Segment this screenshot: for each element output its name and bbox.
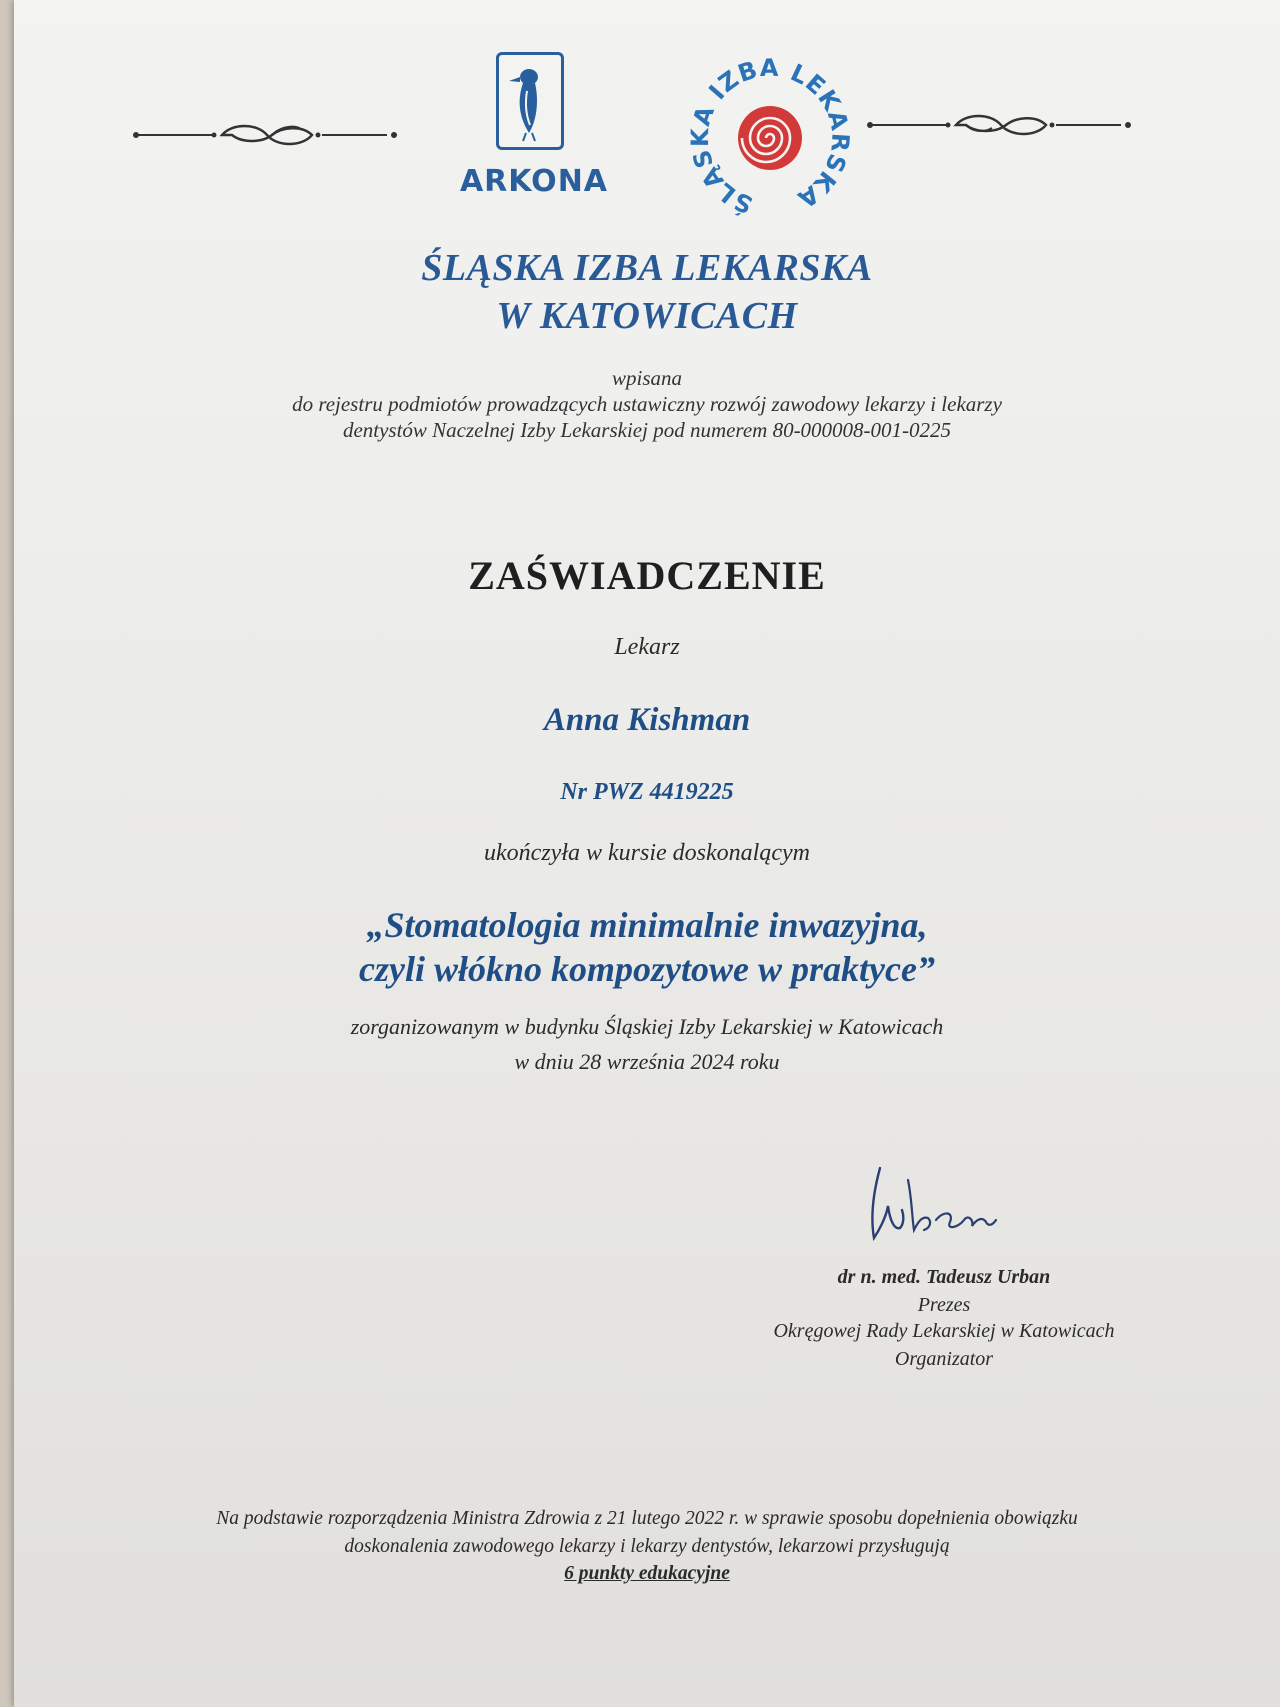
course-title-line1: „Stomatologia minimalnie inwazyjna, xyxy=(366,905,928,945)
right-flourish-ornament xyxy=(866,110,1146,140)
recipient-role: Lekarz xyxy=(614,634,680,660)
completion-statement: ukończyła w kursie doskonalącym xyxy=(484,840,810,866)
izba-lekarska-logo xyxy=(680,50,860,220)
signatory-council: Okręgowej Rady Lekarskiej w Katowicach xyxy=(773,1320,1115,1342)
signatory-role: Organizator xyxy=(894,1348,994,1370)
izba-logo-ring-text: ŚLĄSKA IZBA LEKARSKA xyxy=(685,53,855,219)
signatory-name: dr n. med. Tadeusz Urban xyxy=(837,1266,1051,1288)
course-date: w dniu 28 września 2024 roku xyxy=(514,1049,780,1074)
chamber-name-line2: W KATOWICACH xyxy=(496,295,798,337)
arkona-logo-text: ARKONA xyxy=(459,164,609,199)
course-title-line2: czyli włókno kompozytowe w praktyce” xyxy=(359,949,935,989)
arkona-logo-emblem xyxy=(496,52,564,150)
certificate-page xyxy=(14,0,1280,1707)
signatory-position: Prezes xyxy=(917,1294,971,1316)
pwz-number: Nr PWZ 4419225 xyxy=(560,779,734,805)
handwritten-signature xyxy=(864,1160,1034,1250)
education-points: 6 punkty edukacyjne xyxy=(564,1563,730,1584)
register-line-2: do rejestru podmiotów prowadzących ustawiczny rozwój zawodowy lekarzy i lekarzy xyxy=(292,392,1002,416)
register-line-1: wpisana xyxy=(611,366,682,390)
recipient-name: Anna Kishman xyxy=(543,702,751,738)
spiral-icon xyxy=(738,106,802,170)
certificate-title: ZAŚWIADCZENIE xyxy=(468,553,826,598)
legal-basis-line1: Na podstawie rozporządzenia Ministra Zdrowia z 21 lutego 2022 r. w sprawie sposobu dopełnienia obowiązku xyxy=(216,1508,1078,1529)
chamber-name-line1: ŚLĄSKA IZBA LEKARSKA xyxy=(421,247,873,289)
left-flourish-ornament xyxy=(132,120,412,150)
course-location: zorganizowanym w budynku Śląskiej Izby Lekarskiej w Katowicach xyxy=(350,1014,944,1039)
bird-icon xyxy=(499,55,561,147)
legal-basis-line2: doskonalenia zawodowego lekarzy i lekarzy dentystów, lekarzowi przysługują xyxy=(344,1536,950,1557)
register-line-3: dentystów Naczelnej Izby Lekarskiej pod numerem 80-000008-001-0225 xyxy=(342,418,952,442)
